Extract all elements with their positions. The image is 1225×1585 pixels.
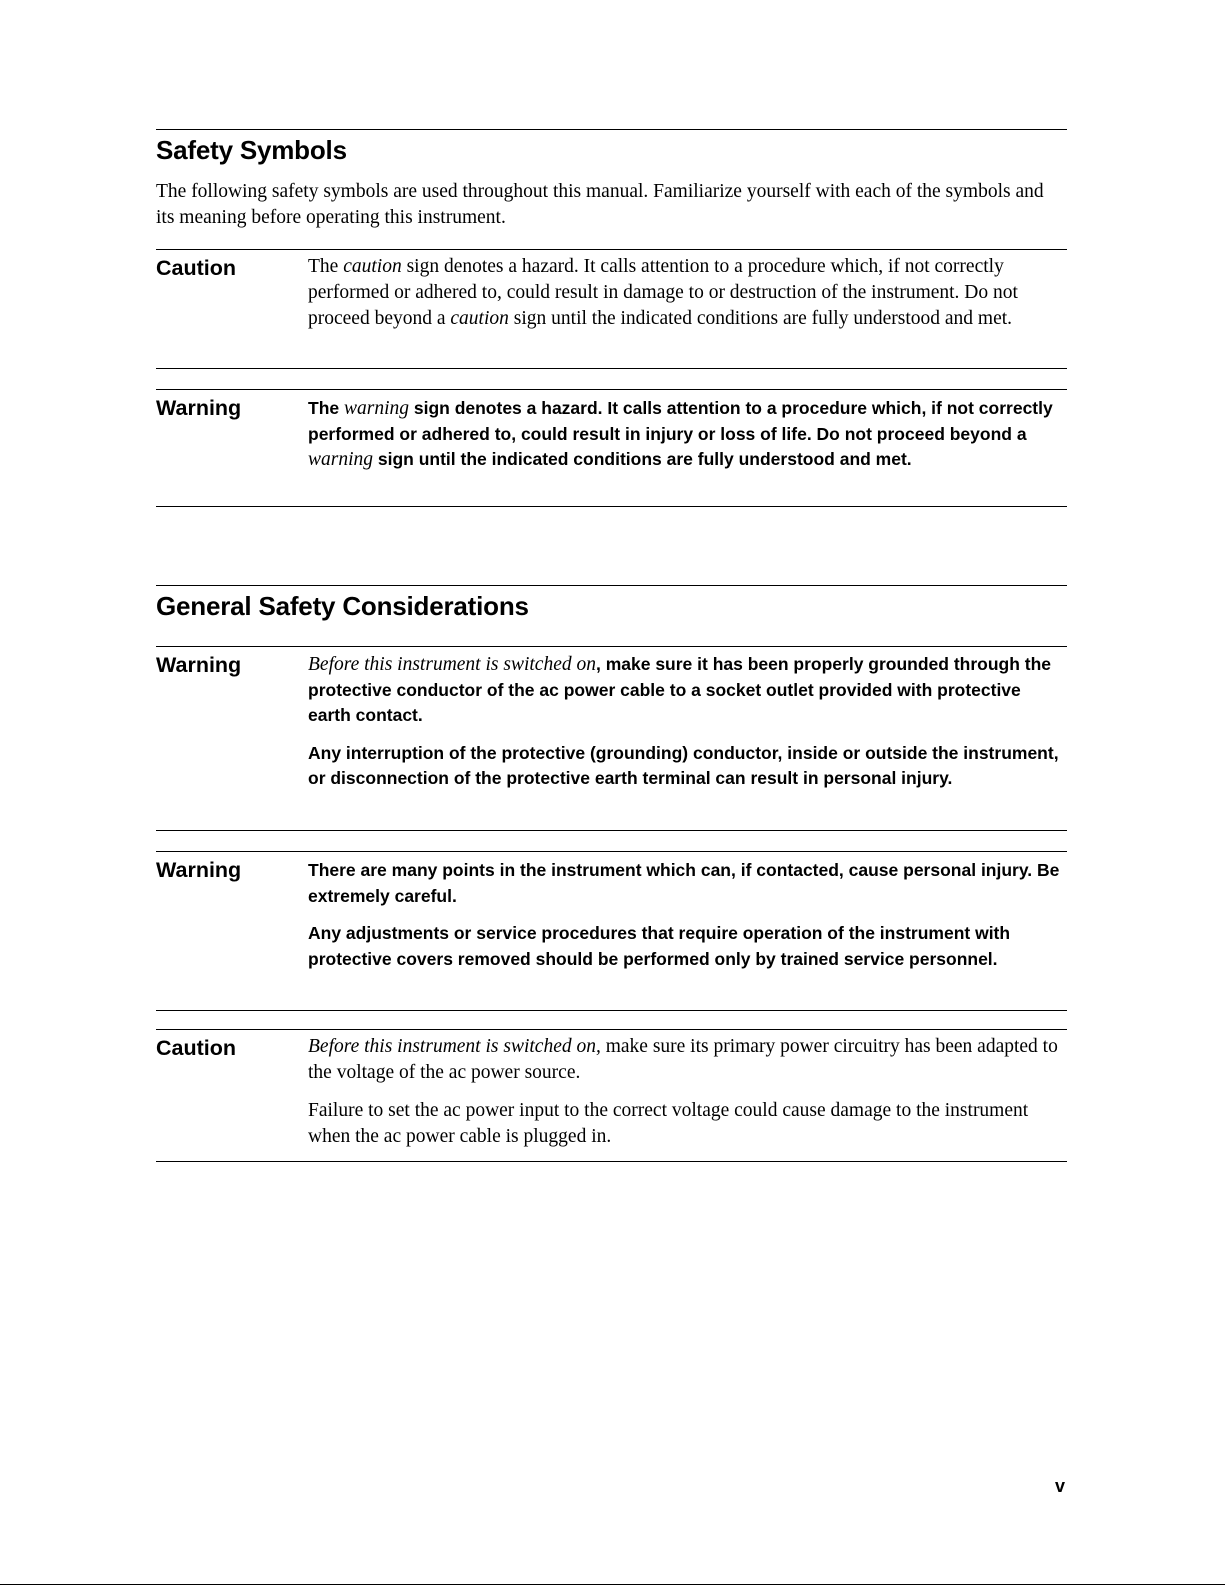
warning2-paragraph-2: Any adjustments or service procedures that require operation of the instrument with protective covers removed should be performed only by trained service personnel. (308, 923, 1011, 969)
warning2-paragraph-1: There are many points in the instrument which can, if contacted, cause personal injury. Be extremely careful. (308, 860, 1060, 906)
caution2-paragraph-1 (308, 1034, 1068, 1086)
text-run: sign until the indicated conditions are fully understood and met. (508, 308, 1013, 329)
caution-term: caution (343, 256, 402, 277)
text-run: sign denotes a hazard. It calls attention to a procedure which, if not correctly performed or adhered to, could result in damage to or destruction of the instrument. Do not proceed beyond a (308, 256, 1018, 329)
caution2-label: Caution (156, 1036, 237, 1060)
warning-label: Warning (156, 396, 242, 420)
warning-term: warning (343, 398, 409, 419)
warning1-text (308, 652, 1068, 792)
warning1-label: Warning (156, 653, 242, 677)
caution-text (308, 254, 1068, 332)
section-rule (156, 585, 1067, 586)
warning2-text (308, 858, 1068, 972)
section-title-safety-symbols: Safety Symbols (156, 135, 347, 165)
page-number: v (1055, 1476, 1066, 1496)
text-run: The (308, 398, 344, 418)
italic-run: Before this instrument is switched on, (308, 1036, 601, 1057)
warning-text (308, 396, 1068, 473)
warning2-bottom-rule (156, 1010, 1067, 1011)
warning1-paragraph-2: Any interruption of the protective (grounding) conductor, inside or outside the instrument, or disconnection of the protective earth terminal can result in personal injury. (308, 742, 1059, 788)
warning1-top-rule (156, 646, 1067, 647)
italic-run: Before this instrument is switched on (308, 654, 596, 675)
warning1-paragraph-1 (308, 652, 1068, 729)
text-run: , make sure it has been properly grounded through the protective conductor of the ac power cable to a socket outlet provided with protective earth contact. (308, 654, 1052, 725)
caution-bottom-rule (156, 368, 1067, 369)
safety-symbols-intro: The following safety symbols are used throughout this manual. Familiarize yourself with each of the symbols and its meaning before operating this instrument. (156, 181, 1044, 228)
text-run: make sure its primary power circuitry has been adapted to the voltage of the ac power source. (308, 1036, 1058, 1083)
warning-bottom-rule (156, 506, 1067, 507)
caution2-paragraph-2: Failure to set the ac power input to the correct voltage could cause damage to the instrument when the ac power cable is plugged in. (308, 1100, 1029, 1147)
caution2-bottom-rule (156, 1161, 1067, 1162)
caution-top-rule (156, 249, 1067, 250)
caution-label: Caution (156, 256, 237, 280)
warning-paragraph (308, 396, 1068, 473)
caution2-text (308, 1034, 1068, 1150)
text-run: The (308, 256, 344, 277)
section-title-general-safety: General Safety Considerations (156, 591, 529, 621)
warning2-top-rule (156, 851, 1067, 852)
warning-top-rule (156, 389, 1067, 390)
text-run: sign until the indicated conditions are fully understood and met. (373, 449, 912, 469)
warning1-bottom-rule (156, 830, 1067, 831)
text-run: sign denotes a hazard. It calls attention to a procedure which, if not correctly performed or adhered to, could result in injury or loss of life. Do not proceed beyond a (308, 398, 1053, 444)
caution-paragraph (308, 254, 1068, 332)
warning2-label: Warning (156, 858, 242, 882)
caution-term: caution (450, 308, 509, 329)
caution2-top-rule (156, 1029, 1067, 1030)
warning-term: warning (308, 449, 374, 470)
section-rule (156, 129, 1067, 130)
